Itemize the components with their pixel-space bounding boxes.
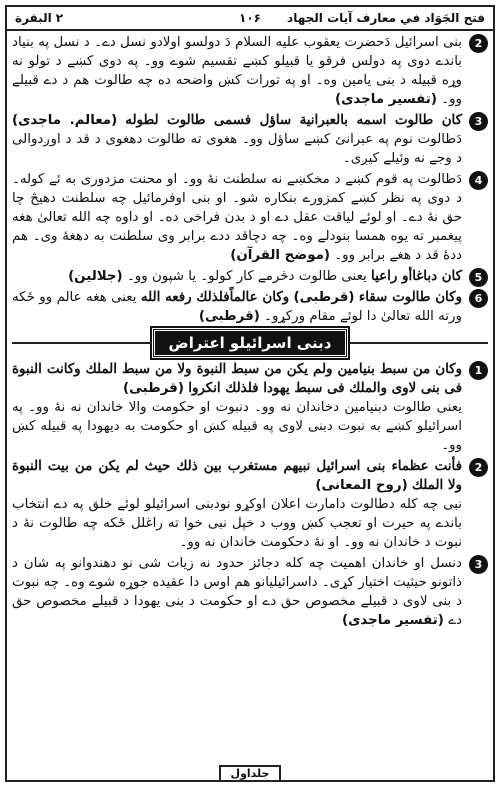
item-number: 4	[469, 171, 488, 190]
item-text: وكان من سبط بنيامين ولم يكن من سبط النبوة ولا من سبط الملك وكانت النبوة فى بنى لاوى والملك فى سبط يهودا فلذلك انكروا (قرطبی)	[12, 361, 462, 396]
item-number: 1	[469, 361, 488, 380]
section-title: دبنی اسرائیلو اعتراض	[152, 328, 349, 358]
item-text: دنسل او خاندان اهمیت چه کله دجائز حدود نه زیات شی نو دهندوانو په شان د ذاتونو حیثیت اختیار کړی۔ داسرائیلیانو هم اوس دا عقیده جوړه شوے وه۔ چه نبوت د بنی لاوی د قبیلے مخصوص حق دے او حکومت د بنی یهودا د قبیلے مخصوص حق دے (تفسیر ماجدی)	[12, 556, 462, 628]
item-number: 2	[469, 458, 488, 477]
item-number: 3	[469, 112, 488, 131]
item-number: 2	[469, 34, 488, 53]
section-rule	[348, 342, 488, 344]
item-text: بنی اسرائیل دَحضرت یعقوب علیه السلام دَ دولسو اولادو نسل دے۔ د نسل په بنیاد باندے دوی په دولس فرقو یا قبیلو کښے تقسیم شوے وو۔ په دوی کښے د تولو نه وړه قبیله د بنی یامین وه۔ او په تورات کښ واضحه ده چه طالوت هم د دے قبیلے وو۔ (تفسیر ماجدی)	[12, 35, 462, 107]
item-number: 5	[469, 268, 488, 287]
section-heading	[12, 330, 488, 356]
list-item	[12, 111, 488, 168]
item-text: كان دباغاأو راعيا یعنی طالوت دڅرمے کار کولو۔ یا شپون وو۔ (جلالین)	[68, 268, 462, 284]
item-text: فأنت عظماء بنی اسرائيل نبيهم مستغرب بين ذلك حيث لم يكن من بيت النبوة ولا الملك (روح المعانی)	[12, 458, 462, 493]
list-item	[12, 457, 488, 552]
item-text: نبی چه کله دطالوت دامارت اعلان اوکړو نودبنی اسرائیلو لوئے خلق په دے انتخاب باندے په حیرت او تعجب کښ ووب د خپل نبی خوا ته راغلل ځکه چه طالوت نهٔ د نبوت د خاندان نه وو۔ او نهٔ دحکومت خاندان نه وو۔	[12, 497, 462, 550]
list-item	[12, 554, 488, 630]
list-item	[12, 360, 488, 455]
item-text: یعنی طالوت دبنیامین دخاندان نه وو۔ دنبوت او حکومت والا خاندان نه نهٔ وو۔ په اسرائیلو کښے به نبوت دبنی لاوی په قبیله کښ او حکومت به دیهودا په قبیله کښ وو۔	[12, 400, 462, 453]
item-text: كان طالوت اسمه بالعبرانية ساؤل فسمى طالوت لطوله (معالم. ماجدی) دَطالوت نوم په عبرانئ کښے ساؤل وو۔ هغوی ته طالوت دهغوی د قد د اوږدوالی د وجے نه وئیلے کیږی۔	[12, 112, 462, 166]
surah-number: ۲	[55, 11, 64, 25]
item-text: دَطالوت په قوم کښے د مخکښے نه سلطنت نهٔ وو۔ او محنت مزدوری به ئے کوله۔ د دوی په نظر کښے کمزورے بنکاره شو۔ او بنی اوفرمائیل چه سلطنت دهیڅ چا حق نهٔ دے۔ او لوئے لیاقت عقل دے او د بدن فراخی ده۔ او داوه چه الله تعالیٰ هغه پیغمبر ته یوه همسا بنودلے وه۔ چه دچاقد ددے برابر وی سلطنت به دهغهٔ وی۔ هم ددهٔ قد د هغے برابر وو۔ (موضح القرآن)	[12, 172, 462, 263]
list-item	[12, 288, 488, 326]
page-footer	[7, 762, 493, 780]
surah-label: البقرة	[15, 11, 52, 25]
item-text: وكان طالوت سقاء (قرطبی) وكان عالماًفلذلك رفعه الله یعنی هغه عالم وو ځکه ورته الله تعالیٰ دا لوئے مقام ورکړو۔ (قرطبی)	[12, 289, 462, 324]
item-number: 6	[469, 289, 488, 308]
surah-label-group	[7, 11, 63, 25]
volume-label: جلداول	[219, 765, 282, 780]
list-item	[12, 170, 488, 265]
item-number: 3	[469, 555, 488, 574]
section-rule	[12, 342, 152, 344]
book-title: فتح الجَوَاد في معارف آيات الجهاد	[287, 11, 485, 25]
page-header	[7, 7, 493, 31]
list-item	[12, 33, 488, 109]
page-content	[12, 33, 488, 748]
list-item	[12, 267, 488, 286]
page-number: ۱۰۶	[239, 11, 261, 25]
